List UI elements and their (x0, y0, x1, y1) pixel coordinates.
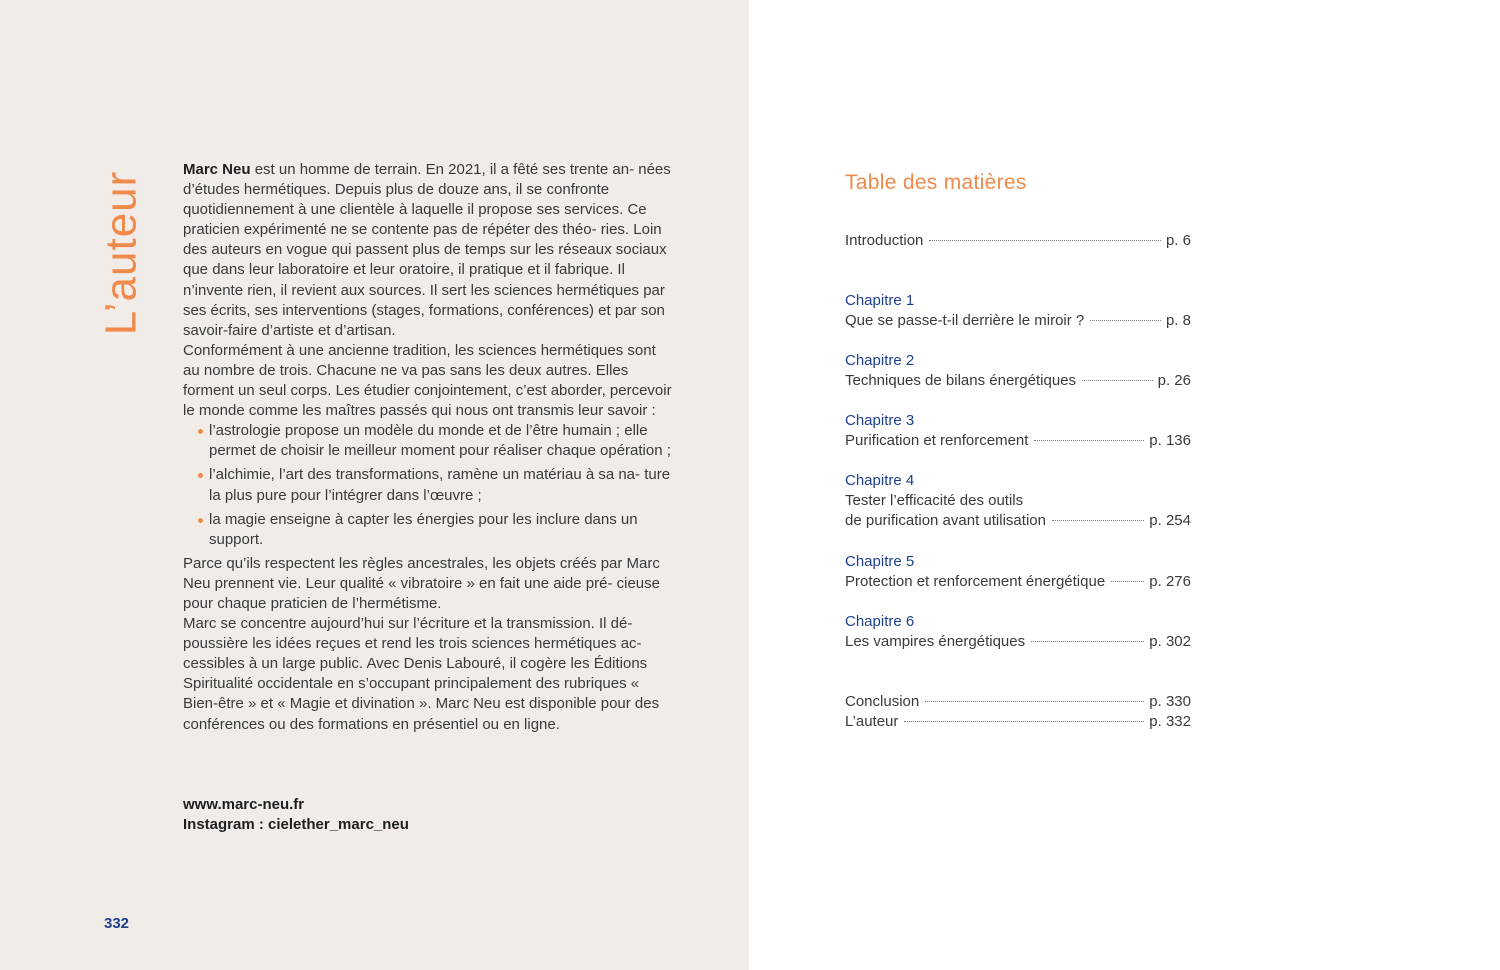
chapter-title: Techniques de bilans énergétiques (845, 372, 1076, 389)
chapter-label: Chapitre 2 (845, 352, 915, 369)
chapter-title: Que se passe-t-il derrière le miroir ? (845, 312, 1085, 329)
toc-entry (845, 712, 1191, 732)
leader-dots (1052, 520, 1144, 521)
toc-chapter-1[interactable] (845, 291, 1191, 331)
toc-page-ref: p. 332 (1149, 713, 1191, 730)
toc-entry (845, 632, 1191, 652)
section-title-text: L’auteur (96, 170, 146, 335)
toc-entry (845, 311, 1191, 331)
toc-entry (845, 572, 1191, 592)
toc-page-ref: p. 330 (1149, 693, 1191, 710)
page-number: 332 (104, 915, 130, 932)
leader-dots (1034, 440, 1144, 441)
author-name: Marc Neu (183, 161, 251, 178)
chapter-title: Purification et renforcement (845, 432, 1029, 449)
toc-chapter-4[interactable] (845, 471, 1191, 531)
bio-p1-text: est un homme de terrain. En 2021, il a fêté ses trente an- nées d’études hermétiques. Depuis plus de douze ans, il se confronte quotidiennement à une clientèle à laquelle il propose ses services. Ce praticien expérimenté ne se contente pas de répéter des théo- ries. Loin des auteurs en vogue qui passent plus de temps sur les réseaux sociaux que dans leur laboratoire et leur oratoire, il pratique et il fabrique. Il n’invente rien, il revient aux sources. Il sert les sciences hermétiques par ses écrits, ses interventions (stages, formations, conférences) et par son savoir-faire d’artiste et d’artisan. (183, 161, 671, 339)
toc-page-ref: p. 276 (1149, 573, 1191, 590)
toc-chapter-6[interactable] (845, 612, 1191, 652)
instagram-handle[interactable]: Instagram : cielether_marc_neu (183, 816, 409, 833)
toc-chapter-3[interactable] (845, 411, 1191, 451)
toc-chapter-5[interactable] (845, 552, 1191, 592)
toc-page-ref: p. 302 (1149, 633, 1191, 650)
toc-entry-label: Introduction (845, 232, 924, 249)
list-item: la magie enseigne à capter les énergies pour les inclure dans un support. (209, 510, 673, 550)
toc-introduction[interactable] (845, 231, 1191, 251)
chapter-label: Chapitre 1 (845, 292, 915, 309)
section-title-vertical (97, 160, 145, 345)
contact-info (183, 795, 409, 835)
list-item: l’astrologie propose un modèle du monde et de l’être humain ; elle permet de choisir le meilleur moment pour réaliser chaque opération ; (209, 421, 673, 461)
toc-page-ref: p. 254 (1149, 512, 1191, 529)
chapter-label: Chapitre 3 (845, 412, 915, 429)
chapter-title-line-1: Tester l’efficacité des outils (845, 492, 1024, 509)
toc-title: Table des matières (845, 171, 1027, 194)
toc-page-ref: p. 26 (1157, 372, 1191, 389)
leader-dots (1090, 320, 1161, 321)
leader-dots (1082, 380, 1153, 381)
leader-dots (904, 721, 1144, 722)
list-item: l’alchimie, l’art des transformations, ramène un matériau à sa na- ture la plus pure pour l’intégrer dans l’œuvre ; (209, 465, 673, 505)
chapter-title: Protection et renforcement énergétique (845, 573, 1106, 590)
toc-entry-label: L’auteur (845, 713, 899, 730)
website-link[interactable]: www.marc-neu.fr (183, 796, 305, 813)
chapter-label: Chapitre 5 (845, 553, 915, 570)
leader-dots (925, 701, 1144, 702)
toc-conclusion[interactable] (845, 692, 1191, 712)
leader-dots (1031, 641, 1144, 642)
chapter-title-line-2: de purification avant utilisation (845, 512, 1046, 529)
sciences-list (183, 421, 673, 550)
toc-author[interactable] (845, 712, 1191, 732)
chapter-label: Chapitre 6 (845, 613, 915, 630)
toc-page-ref: p. 6 (1165, 232, 1191, 249)
author-bio (183, 160, 673, 735)
toc-entry (845, 371, 1191, 391)
bio-paragraph-2: Conformément à une ancienne tradition, les sciences hermétiques sont au nombre de trois. Chacune ne va pas sans les deux autres. Elles forment un seul corps. Les étudier conjointement, c’est aborder, percevoir le monde comme les maîtres passés qui nous ont transmis leur savoir : (183, 341, 672, 420)
toc-page-ref: p. 8 (1165, 312, 1191, 329)
bio-paragraph-4: Marc se concentre aujourd’hui sur l’écriture et la transmission. Il dé- poussière les idées reçues et rend les trois sciences hermétiques ac- cessibles à un large public. Avec Denis Labouré, il cogère les Éditions Spiritualité occidentale en s’occupant principalement des rubriques « Bien-être » et « Magie et divination ». Marc Neu est disponible pour des conférences ou des formations en présentiel ou en ligne. (183, 615, 660, 733)
toc-entry (845, 231, 1191, 251)
chapter-label: Chapitre 4 (845, 472, 915, 489)
toc-page-ref: p. 136 (1149, 432, 1191, 449)
toc-entry-label: Conclusion (845, 693, 920, 710)
toc-entry (845, 431, 1191, 451)
leader-dots (1111, 581, 1144, 582)
left-page (0, 0, 749, 970)
bio-paragraph-1 (183, 160, 673, 341)
toc-chapter-2[interactable] (845, 351, 1191, 391)
leader-dots (929, 240, 1161, 241)
toc-entry (845, 692, 1191, 712)
chapter-title: Les vampires énergétiques (845, 633, 1026, 650)
bio-paragraph-3: Parce qu’ils respectent les règles ancestrales, les objets créés par Marc Neu prennent vie. Leur qualité « vibratoire » en fait une aide pré- cieuse pour chaque praticien de l’hermétisme. (183, 554, 660, 612)
toc-entry (845, 511, 1191, 531)
